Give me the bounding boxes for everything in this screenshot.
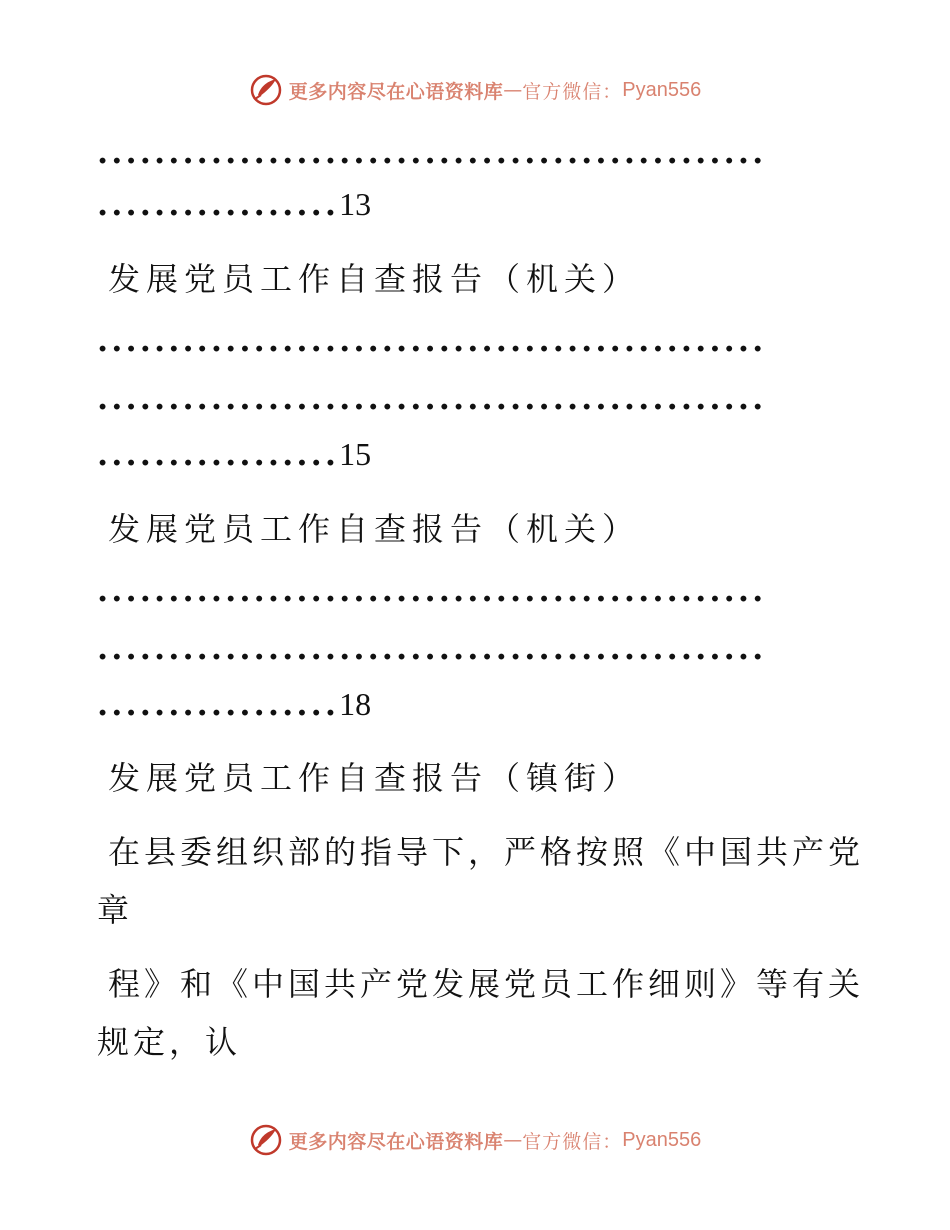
toc-dot-leader: ............................................... [97, 571, 767, 609]
body-text-line: 在县委组织部的指导下，严格按照《中国共产党 [108, 833, 865, 871]
toc-dot-leader: ............................................... [97, 133, 767, 171]
toc-entry-title: 发展党员工作自查报告（机关） [108, 510, 641, 548]
toc-dot-leader: ................. [97, 435, 340, 473]
watermark-official-label: 官方微信： [522, 80, 623, 103]
watermark-dash: — [503, 1129, 523, 1151]
body-text-line: 章 [97, 891, 134, 929]
toc-dot-leader: ............................................... [97, 629, 767, 667]
toc-entry-end [97, 684, 371, 724]
toc-entry-end [97, 434, 371, 474]
toc-entry-end [97, 184, 371, 224]
toc-page-number: 15 [339, 436, 372, 472]
toc-entry-title: 发展党员工作自查报告（镇街） [108, 759, 641, 797]
watermark-banner-top [0, 70, 950, 110]
body-text-line: 规定，认 [97, 1023, 242, 1061]
toc-page-number: 13 [339, 186, 372, 222]
body-text-line: 程》和《中国共产党发展党员工作细则》等有关 [108, 965, 865, 1003]
watermark-dash: — [503, 79, 523, 101]
toc-dot-leader: ................. [97, 185, 340, 223]
watermark-official-label: 官方微信： [522, 1130, 623, 1153]
watermark-wechat-id: Pyan556 [622, 1128, 702, 1151]
pen-logo-icon [249, 1123, 283, 1157]
watermark-wechat-id: Pyan556 [622, 78, 702, 101]
toc-dot-leader: ................. [97, 685, 340, 723]
toc-page-number: 18 [339, 686, 372, 722]
watermark-banner-bottom [0, 1120, 950, 1160]
watermark-site-text: 更多内容尽在心语资料库 [288, 1130, 504, 1153]
pen-logo-icon [249, 73, 283, 107]
toc-entry-title: 发展党员工作自查报告（机关） [108, 260, 641, 298]
toc-dot-leader: ............................................... [97, 379, 767, 417]
toc-dot-leader: ............................................... [97, 321, 767, 359]
watermark-site-text: 更多内容尽在心语资料库 [288, 80, 504, 103]
